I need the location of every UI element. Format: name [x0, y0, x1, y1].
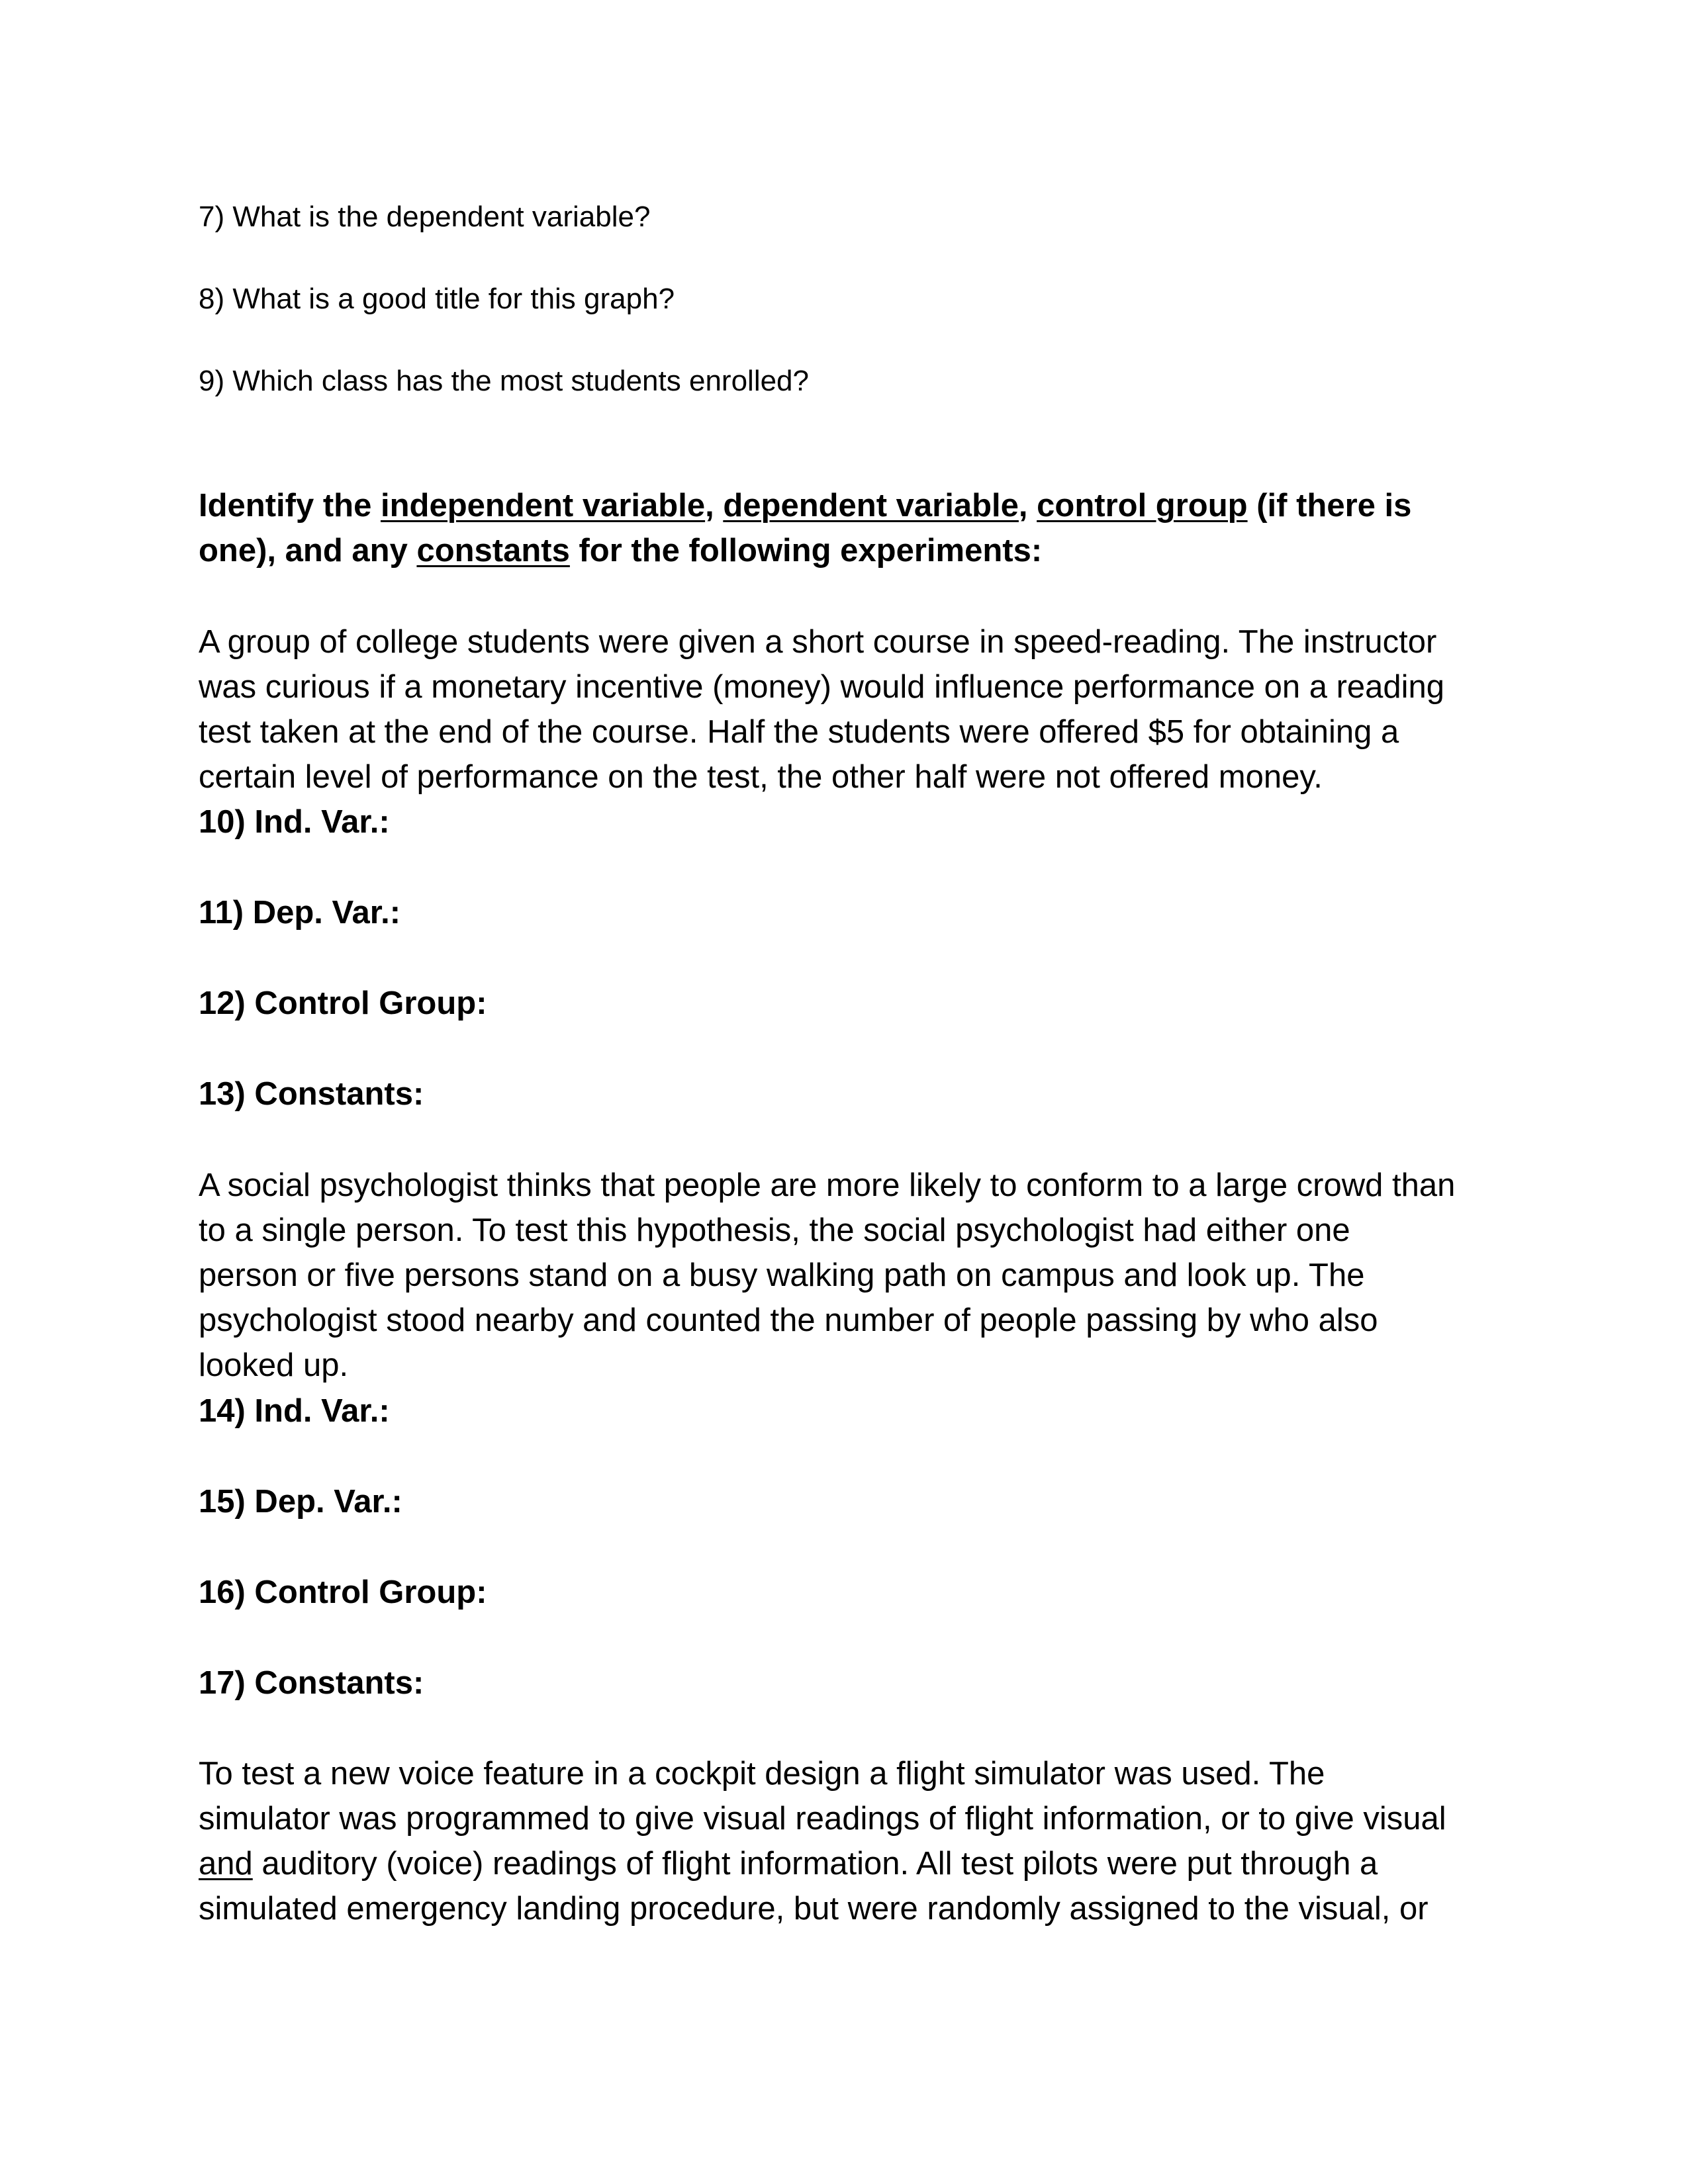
instructions-comma: , [705, 488, 724, 523]
question-8: 8) What is a good title for this graph? [199, 283, 675, 315]
term-dependent-variable: dependent variable [723, 488, 1019, 523]
question-15-dep-var: 15) Dep. Var.: [199, 1484, 402, 1520]
experiment3-text-line: simulator was programmed to give visual readings of flight information, or to give visual [199, 1801, 1446, 1837]
question-13-constants: 13) Constants: [199, 1076, 424, 1112]
term-control-group: control group [1037, 488, 1248, 523]
question-16-control-group: 16) Control Group: [199, 1574, 487, 1610]
instructions-prefix: Identify the [199, 488, 381, 523]
instructions-line2-suffix: for the following experiments: [569, 533, 1043, 569]
question-11-dep-var: 11) Dep. Var.: [199, 895, 401, 931]
question-12-control-group: 12) Control Group: [199, 985, 487, 1021]
experiment1-text-line: A group of college students were given a short course in speed-reading. The instructor [199, 624, 1437, 660]
question-10-ind-var: 10) Ind. Var.: [199, 804, 390, 840]
experiment2-text-line: to a single person. To test this hypothesis, the social psychologist had either one [199, 1212, 1350, 1248]
experiment2-text-line: A social psychologist thinks that people are more likely to conform to a large crowd than [199, 1167, 1456, 1203]
term-constants: constants [416, 533, 570, 569]
emphasis-and: and [199, 1846, 253, 1882]
question-9: 9) Which class has the most students enrolled? [199, 365, 810, 397]
experiment3-text-line: simulated emergency landing procedure, but were randomly assigned to the visual, or [199, 1891, 1429, 1927]
instructions-comma: , [1018, 488, 1037, 523]
experiment3-line3-rest: auditory (voice) readings of flight information. All test pilots were put through a [252, 1846, 1378, 1882]
question-17-constants: 17) Constants: [199, 1665, 424, 1701]
question-14-ind-var: 14) Ind. Var.: [199, 1393, 390, 1429]
instructions-suffix: (if there is [1247, 488, 1412, 523]
experiment2-text-line: psychologist stood nearby and counted the number of people passing by who also [199, 1302, 1378, 1338]
experiment2-text-line: looked up. [199, 1347, 349, 1383]
instructions-line-2 [199, 535, 1042, 567]
instructions-line2-prefix: one), and any [199, 533, 417, 569]
experiment1-text-line: certain level of performance on the test, the other half were not offered money. [199, 759, 1323, 795]
experiment3-text-line: To test a new voice feature in a cockpit design a flight simulator was used. The [199, 1756, 1325, 1792]
experiment1-text-line: was curious if a monetary incentive (money) would influence performance on a reading [199, 669, 1445, 705]
experiment3-text-line [199, 1848, 1378, 1880]
instructions-line-1 [199, 490, 1411, 522]
experiment1-text-line: test taken at the end of the course. Half the students were offered $5 for obtaining a [199, 714, 1399, 750]
document-page [199, 0, 1489, 2184]
term-independent-variable: independent variable [380, 488, 706, 523]
experiment2-text-line: person or five persons stand on a busy walking path on campus and look up. The [199, 1257, 1365, 1293]
question-7: 7) What is the dependent variable? [199, 201, 651, 233]
